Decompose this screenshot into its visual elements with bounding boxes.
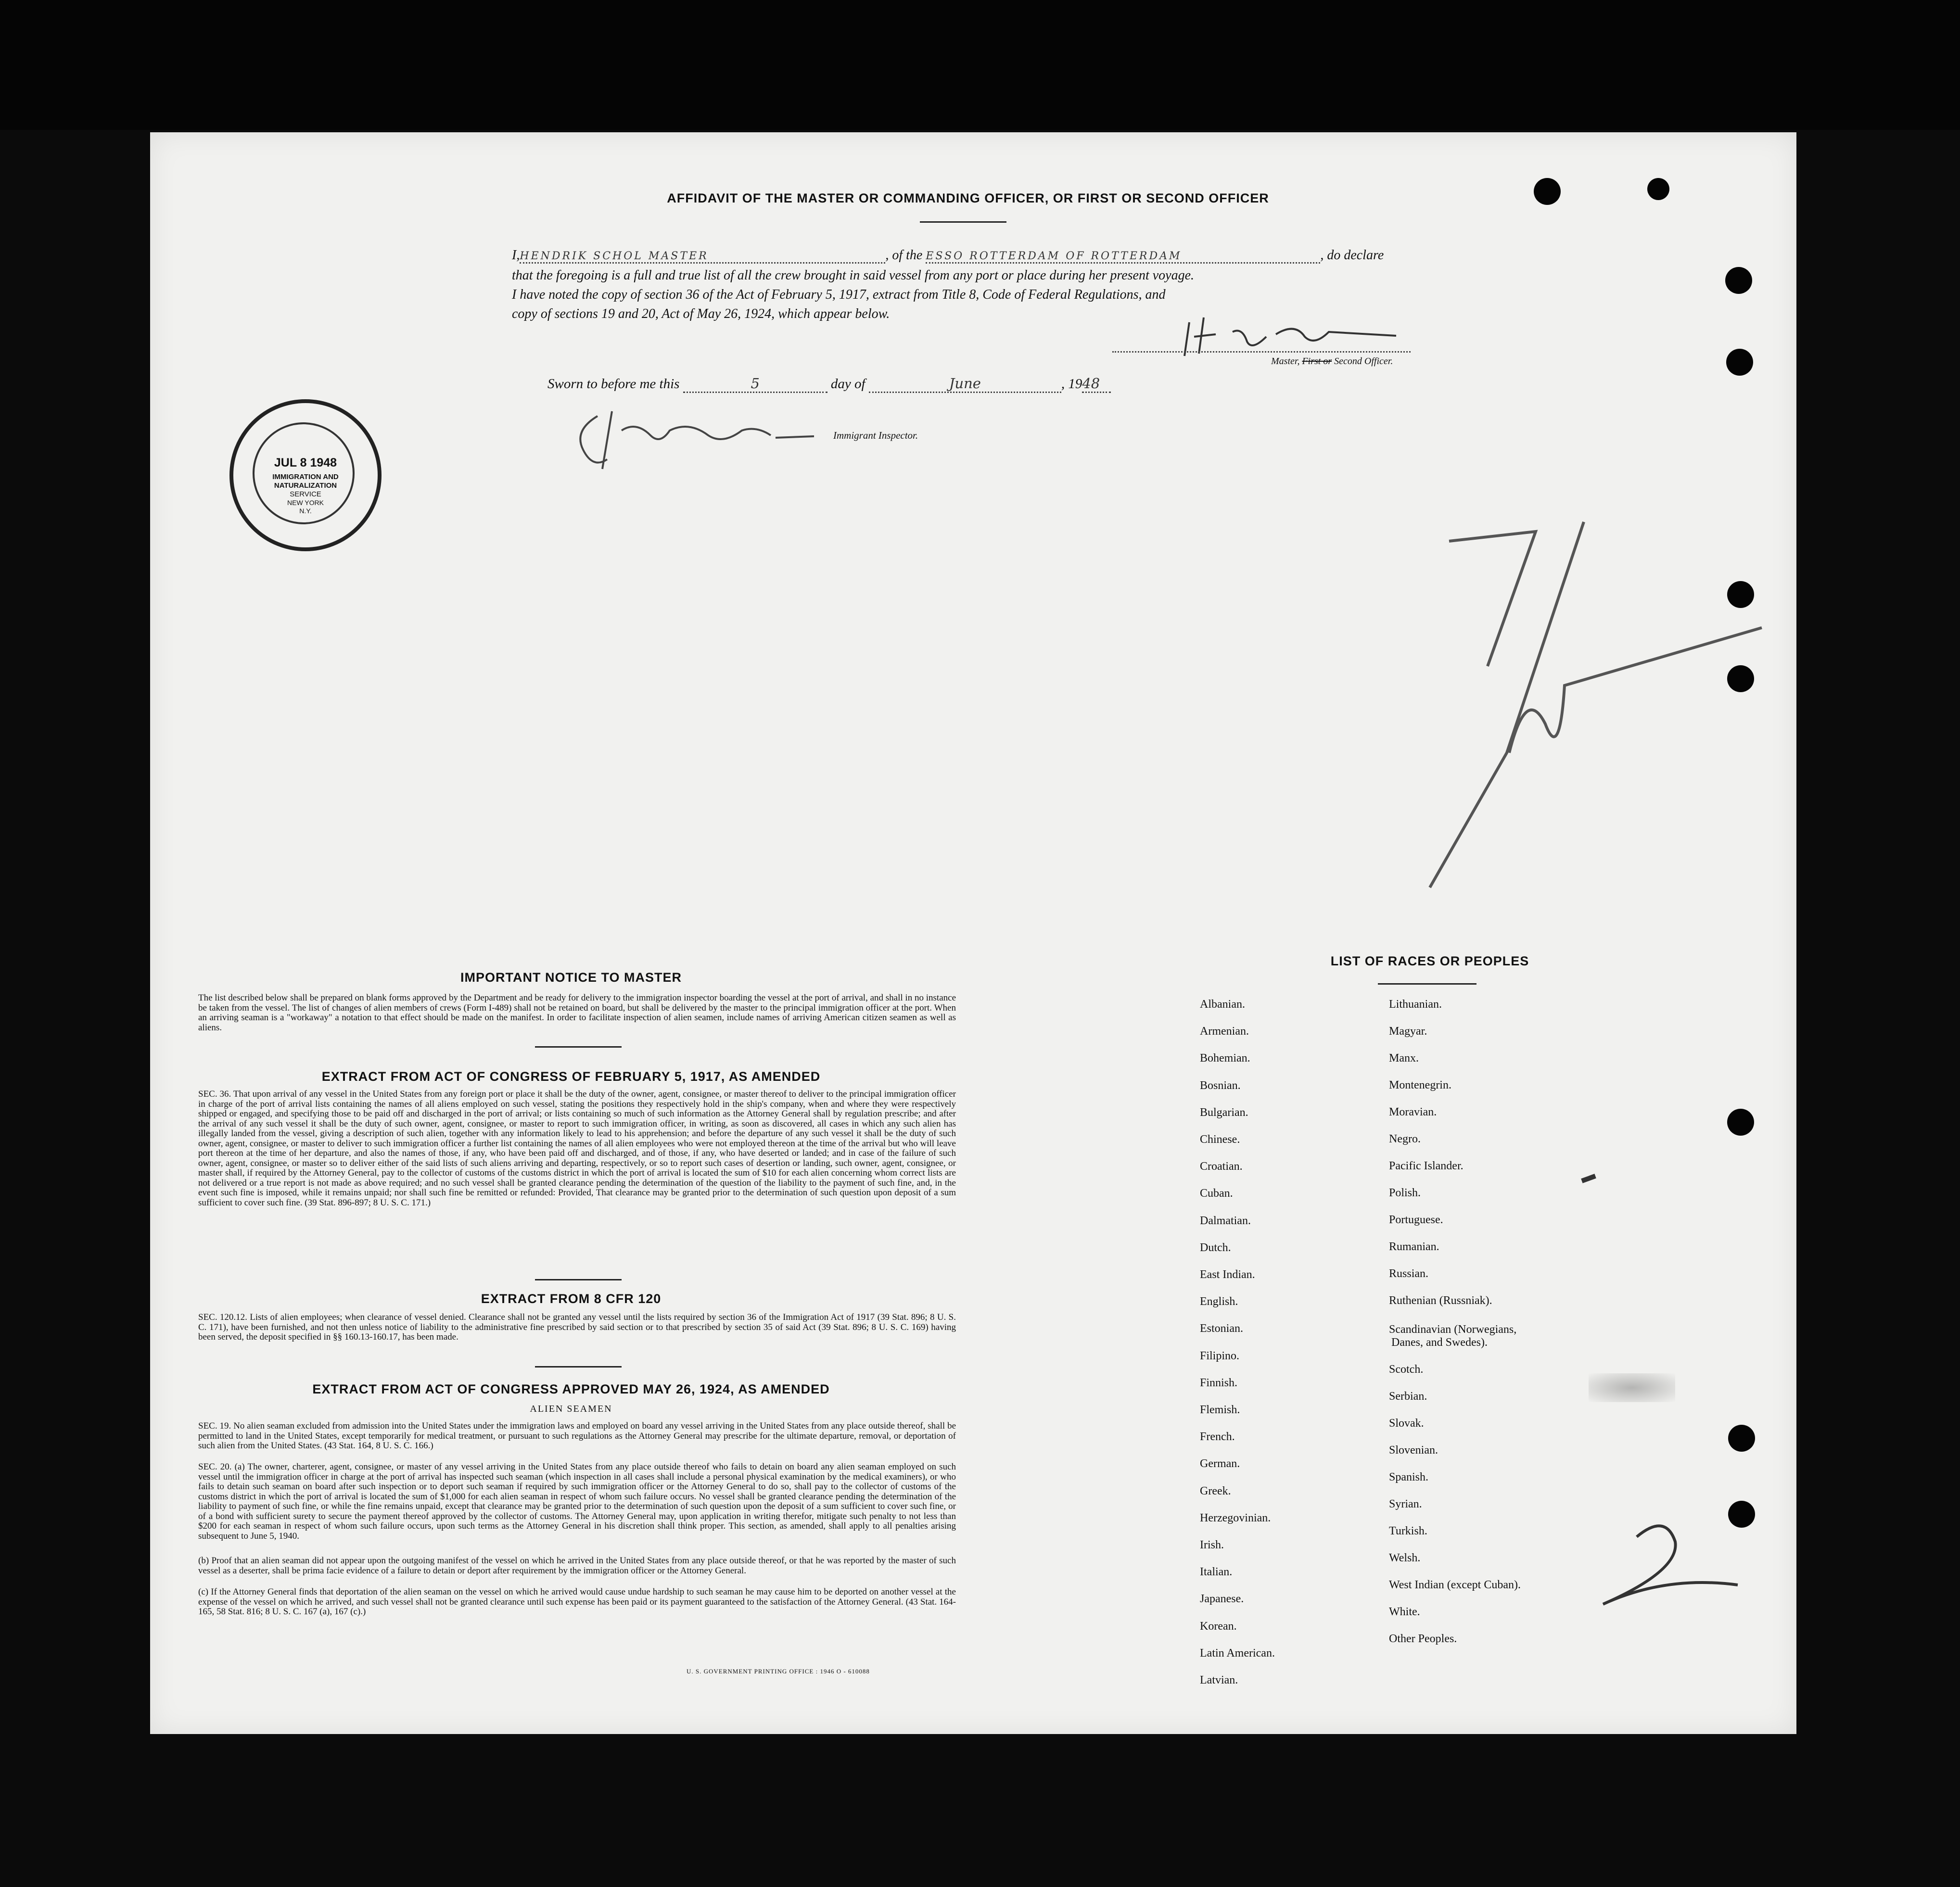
binder-hole bbox=[1647, 178, 1669, 200]
race-item: Croatian. bbox=[1200, 1160, 1243, 1173]
master-signature-label bbox=[1271, 356, 1393, 367]
stamp-line-2: NATURALIZATION bbox=[274, 481, 337, 490]
month-field: June bbox=[869, 375, 1061, 393]
extract-cfr-body: SEC. 120.12. Lists of alien employees; when clearance of vessel denied. Clearance shall not be granted any vessel until the lists required by section 36 of the Immigration Act of 1917 (39 Stat. 896; 8 U. S. C. 171), have been furnished, and not then unless notice of liability to the administrative fine prescribed by said section or to that prescribed by section 35 of said Act (39 Stat. 896; 8 U. S. C. 169) having been served, the deposit specified in §§ 160.13-160.17, has been made. bbox=[198, 1312, 956, 1342]
race-item: Negro. bbox=[1389, 1133, 1421, 1145]
extract-1917-body: SEC. 36. That upon arrival of any vessel in the United States from any foreign port or place it shall be the duty of the owner, agent, consignee, or master thereof to deliver to the principal immigration officer in charge of the port of arrival lists containing the names of all aliens employed on such vessel, stating the positions they respectively hold in the ship's company, when and where they were respectively shipped or engaged, and specifying those to be paid off and discharged in the port of arrival; or lists containing so much of such information as the Attorney General shall by regulation prescribe; and after the arrival of any such vessel it shall be the duty of such owner, agent, consignee, or master to report to such immigration officer, in writing, as soon as discovered, all cases in which any such alien has illegally landed from the vessel, giving a description of such alien, together with any information likely to lead to his apprehension; and before the departure of any such vessel it shall be the duty of such owner, agent, consignee, or master to deliver to such immigration officer a further list containing the names of all alien employees who were not employed thereon at the time of the arrival but who will leave port thereon at the time of her departure, and also the names of those, if any, who have been paid off and discharged, and of those, if any, who have deserted or landed; and in case of the failure of such owner, agent, consignee, or master so to deliver either of the said lists of such aliens arriving and departing, respectively, or so to report such cases of desertion or landing, such owner, agent, consignee, or master shall, if required by the Attorney General, pay to the collector of customs of the customs district in which the port of arrival is located the sum of $10 for each alien concerning whom correct lists are not delivered or a true report is not made as above required; and no such vessel shall be granted clearance pending the determination of the question of the liability to the payment of such fine, and, in the event such fine is imposed, while it remains unpaid; nor shall such fine be remitted or refunded: Provided, That clearance may be granted prior to the determination of such question upon deposit of a sum sufficient to cover such fine. (39 Stat. 896-897; 8 U. S. C. 171.) bbox=[198, 1089, 956, 1208]
sworn-line bbox=[547, 375, 1221, 393]
race-item: Bohemian. bbox=[1200, 1052, 1250, 1065]
binder-hole bbox=[1727, 665, 1754, 692]
master-signature bbox=[1170, 308, 1411, 361]
race-item: Moravian. bbox=[1389, 1106, 1437, 1118]
extract-1924-sec20c: (c) If the Attorney General finds that deportation of the alien seaman on the vessel on which he arrived would cause undue hardship to such seaman he may cause him to be deported on another vessel at the expense of the vessel on which he arrived, and such vessel shall not be granted clearance until such expense has been paid or its payment guaranteed to the satisfaction of the Attorney General. (43 Stat. 164-165, 58 Stat. 816; 8 U. S. C. 167 (a), 167 (c).) bbox=[198, 1587, 956, 1617]
declaration-i: I, bbox=[512, 248, 520, 263]
race-item: White. bbox=[1389, 1606, 1420, 1618]
notice-body: The list described below shall be prepared on blank forms approved by the Department and be ready for delivery to the immigration inspector boarding the vessel at the port of arrival, and shall in no instance be taken from the vessel. The list of changes of alien members of crews (Form I-489) shall not be retained on board, but shall be delivered by the master to the principal immigration officer at the port. When an arriving seaman is a "workaway" a notation to that effect should be made on the manifest. In order to facilitate inspection of alien seamen, include names of arriving American citizen seamen as well as aliens. bbox=[198, 993, 956, 1033]
race-item: Serbian. bbox=[1389, 1390, 1427, 1403]
declaration-line-1 bbox=[512, 248, 1570, 264]
race-item: Armenian. bbox=[1200, 1025, 1249, 1038]
vessel-name-field: ESSO ROTTERDAM OF ROTTERDAM bbox=[926, 250, 1320, 264]
race-item: Manx. bbox=[1389, 1052, 1419, 1064]
stray-mark bbox=[1581, 1174, 1596, 1183]
extract-1917-title: EXTRACT FROM ACT OF CONGRESS OF FEBRUARY 5, 1917, AS AMENDED bbox=[321, 1069, 821, 1084]
binder-hole bbox=[1726, 349, 1753, 376]
extract-cfr-title: EXTRACT FROM 8 CFR 120 bbox=[481, 1292, 662, 1306]
label-second-officer: Second Officer. bbox=[1332, 356, 1393, 367]
label-struck: First or bbox=[1302, 356, 1332, 367]
extract-1924-title: EXTRACT FROM ACT OF CONGRESS APPROVED MAY 26, 1924, AS AMENDED bbox=[312, 1382, 830, 1396]
race-item: Scandinavian (Norwegians, bbox=[1389, 1323, 1517, 1336]
binder-hole bbox=[1728, 1425, 1755, 1452]
extract-1924-sec20a: SEC. 20. (a) The owner, charterer, agent, consignee, or master of any vessel arriving in the United States from any place outside thereof who fails to detain on board any alien seaman employed on such vessel until the immigration officer in charge at the port of arrival has inspected such seaman (which inspection in all cases shall include a personal physical examination by the medical examiners), or who fails to detain such seaman on board after such inspection or to deport such seaman if required by such immigration officer or the Attorney General to do so, shall pay to the collector of customs of the customs district in which the port of arrival is located the sum of $1,000 for each alien seaman in respect of whom such failure occurs. No vessel shall be granted clearance pending the determination of the liability to payment of such fine, or while the fine remains unpaid, except that clearance may be granted prior to the determination of such question upon the deposit of a sum sufficient to cover such fine, or of a bond with sufficient surety to secure the payment thereof approved by the collector of customs. The Attorney General may, upon application in writing therefor, mitigate such penalty to not less than $200 for each seaman in respect of whom such failure occurs, upon such terms as the Attorney General in his discretion shall think proper. This section, as amended, shall apply to all penalties arising subsequent to June 5, 1940. bbox=[198, 1462, 956, 1541]
race-item: Bulgarian. bbox=[1200, 1106, 1248, 1119]
race-item: Dalmatian. bbox=[1200, 1214, 1251, 1227]
race-item: Montenegrin. bbox=[1389, 1079, 1451, 1091]
race-item: Magyar. bbox=[1389, 1025, 1427, 1038]
race-item: Portuguese. bbox=[1389, 1214, 1443, 1226]
race-item: Welsh. bbox=[1389, 1552, 1421, 1564]
sworn-text: Sworn to before me this bbox=[547, 376, 680, 392]
races-title: LIST OF RACES OR PEOPLES bbox=[1330, 954, 1529, 968]
races-rule bbox=[1378, 983, 1476, 985]
race-item: Flemish. bbox=[1200, 1404, 1240, 1416]
smudge bbox=[1589, 1373, 1675, 1402]
race-item: Chinese. bbox=[1200, 1133, 1240, 1146]
scan-border bbox=[0, 0, 1960, 130]
race-item: Syrian. bbox=[1389, 1498, 1422, 1510]
race-item: Korean. bbox=[1200, 1620, 1237, 1633]
race-item: East Indian. bbox=[1200, 1268, 1255, 1281]
binder-hole bbox=[1727, 1109, 1754, 1136]
race-item: Turkish. bbox=[1389, 1525, 1427, 1537]
race-item: Albanian. bbox=[1200, 998, 1245, 1011]
race-item: Pacific Islander. bbox=[1389, 1160, 1464, 1172]
pencil-mark-7-5 bbox=[1425, 512, 1771, 945]
race-item: French. bbox=[1200, 1431, 1235, 1444]
race-item: Lithuanian. bbox=[1389, 998, 1442, 1011]
notice-title: IMPORTANT NOTICE TO MASTER bbox=[460, 970, 682, 985]
day-of-text: day of bbox=[830, 376, 865, 392]
title-rule bbox=[920, 221, 1006, 223]
binder-hole bbox=[1725, 267, 1752, 294]
race-item: Polish. bbox=[1389, 1187, 1421, 1199]
binder-hole bbox=[1727, 581, 1754, 608]
race-item: Estonian. bbox=[1200, 1322, 1243, 1335]
declaration-line-2: that the foregoing is a full and true list of all the crew brought in said vessel from any port or place during her present voyage. bbox=[512, 268, 1195, 283]
race-item: Filipino. bbox=[1200, 1349, 1240, 1362]
affidavit-title: AFFIDAVIT OF THE MASTER OR COMMANDING OFFICER, OR FIRST OR SECOND OFFICER bbox=[667, 191, 1269, 205]
do-declare-text: , do declare bbox=[1320, 248, 1384, 263]
race-item: Irish. bbox=[1200, 1539, 1224, 1551]
race-item: Ruthenian (Russniak). bbox=[1389, 1294, 1492, 1307]
of-the-text: , of the bbox=[885, 248, 923, 263]
pencil-mark-2 bbox=[1593, 1503, 1747, 1614]
extract-1924-subtitle: ALIEN SEAMEN bbox=[530, 1404, 612, 1414]
year-field: 48 bbox=[1082, 375, 1111, 393]
race-item: Slovak. bbox=[1389, 1417, 1424, 1430]
extract-1924-sec19: SEC. 19. No alien seaman excluded from admission into the United States under the immigration laws and employed on board any vessel arriving in the United States from any place outside thereof, shall be permitted to land in the United States, except temporarily for medical treatment, or pursuant to such regulations as the Attorney General may prescribe for the ultimate departure, removal, or deportation of such alien from the United States. (43 Stat. 164, 8 U. S. C. 166.) bbox=[198, 1421, 956, 1451]
binder-hole bbox=[1728, 1501, 1755, 1528]
label-master: Master, bbox=[1271, 356, 1302, 367]
stamp-line-5: N.Y. bbox=[299, 507, 312, 515]
race-item: Latvian. bbox=[1200, 1674, 1238, 1686]
race-item: Scotch. bbox=[1389, 1363, 1424, 1376]
printer-imprint: U. S. GOVERNMENT PRINTING OFFICE : 1946 O - 610088 bbox=[687, 1668, 870, 1675]
stamp-date: JUL 8 1948 bbox=[274, 456, 337, 469]
stamp-line-1: IMMIGRATION AND bbox=[272, 473, 339, 481]
binder-hole bbox=[1534, 178, 1561, 205]
extract-cfr-rule bbox=[535, 1366, 622, 1368]
year-prefix: , 19 bbox=[1061, 376, 1082, 392]
race-item: Spanish. bbox=[1389, 1471, 1429, 1483]
declaration-line-3: I have noted the copy of section 36 of the Act of February 5, 1917, extract from Title 8, Code of Federal Regulations, and bbox=[512, 287, 1166, 302]
day-field: 5 bbox=[683, 375, 827, 393]
race-item: Danes, and Swedes). bbox=[1391, 1336, 1488, 1349]
race-item: Herzegovinian. bbox=[1200, 1511, 1271, 1524]
master-signature-line bbox=[1112, 351, 1411, 353]
stamp-line-4: NEW YORK bbox=[287, 499, 324, 507]
master-name-field: HENDRIK SCHOL MASTER bbox=[520, 250, 885, 264]
declaration-line-4: copy of sections 19 and 20, Act of May 26, 1924, which appear below. bbox=[512, 306, 890, 321]
race-item: Finnish. bbox=[1200, 1376, 1238, 1389]
inspector-label: Immigrant Inspector. bbox=[833, 430, 918, 441]
immigration-date-stamp bbox=[229, 399, 382, 551]
race-item: Russian. bbox=[1389, 1267, 1429, 1280]
race-item: Greek. bbox=[1200, 1484, 1231, 1497]
race-item: German. bbox=[1200, 1457, 1240, 1470]
race-item: Japanese. bbox=[1200, 1593, 1244, 1606]
extract-1917-rule bbox=[535, 1279, 622, 1280]
race-item: Latin American. bbox=[1200, 1646, 1275, 1659]
race-item: Rumanian. bbox=[1389, 1241, 1439, 1253]
race-item: Italian. bbox=[1200, 1566, 1233, 1579]
race-item: Dutch. bbox=[1200, 1241, 1231, 1254]
race-item: Other Peoples. bbox=[1389, 1633, 1457, 1645]
race-item: West Indian (except Cuban). bbox=[1389, 1579, 1521, 1591]
race-item: English. bbox=[1200, 1295, 1238, 1308]
race-item: Cuban. bbox=[1200, 1187, 1233, 1200]
stamp-line-3: SERVICE bbox=[290, 490, 321, 498]
extract-1924-sec20b: (b) Proof that an alien seaman did not appear upon the outgoing manifest of the vessel on which he arrived in the United States from any place outside thereof, or that he was reported by the master of such vessel as a deserter, shall be prima facie evidence of a failure to detain or deport after requirement by the immigration officer or the Attorney General. bbox=[198, 1556, 956, 1576]
inspector-signature bbox=[564, 402, 872, 479]
race-item: Slovenian. bbox=[1389, 1444, 1438, 1456]
race-item: Bosnian. bbox=[1200, 1079, 1241, 1092]
notice-rule bbox=[535, 1046, 622, 1048]
document-page bbox=[150, 132, 1796, 1734]
